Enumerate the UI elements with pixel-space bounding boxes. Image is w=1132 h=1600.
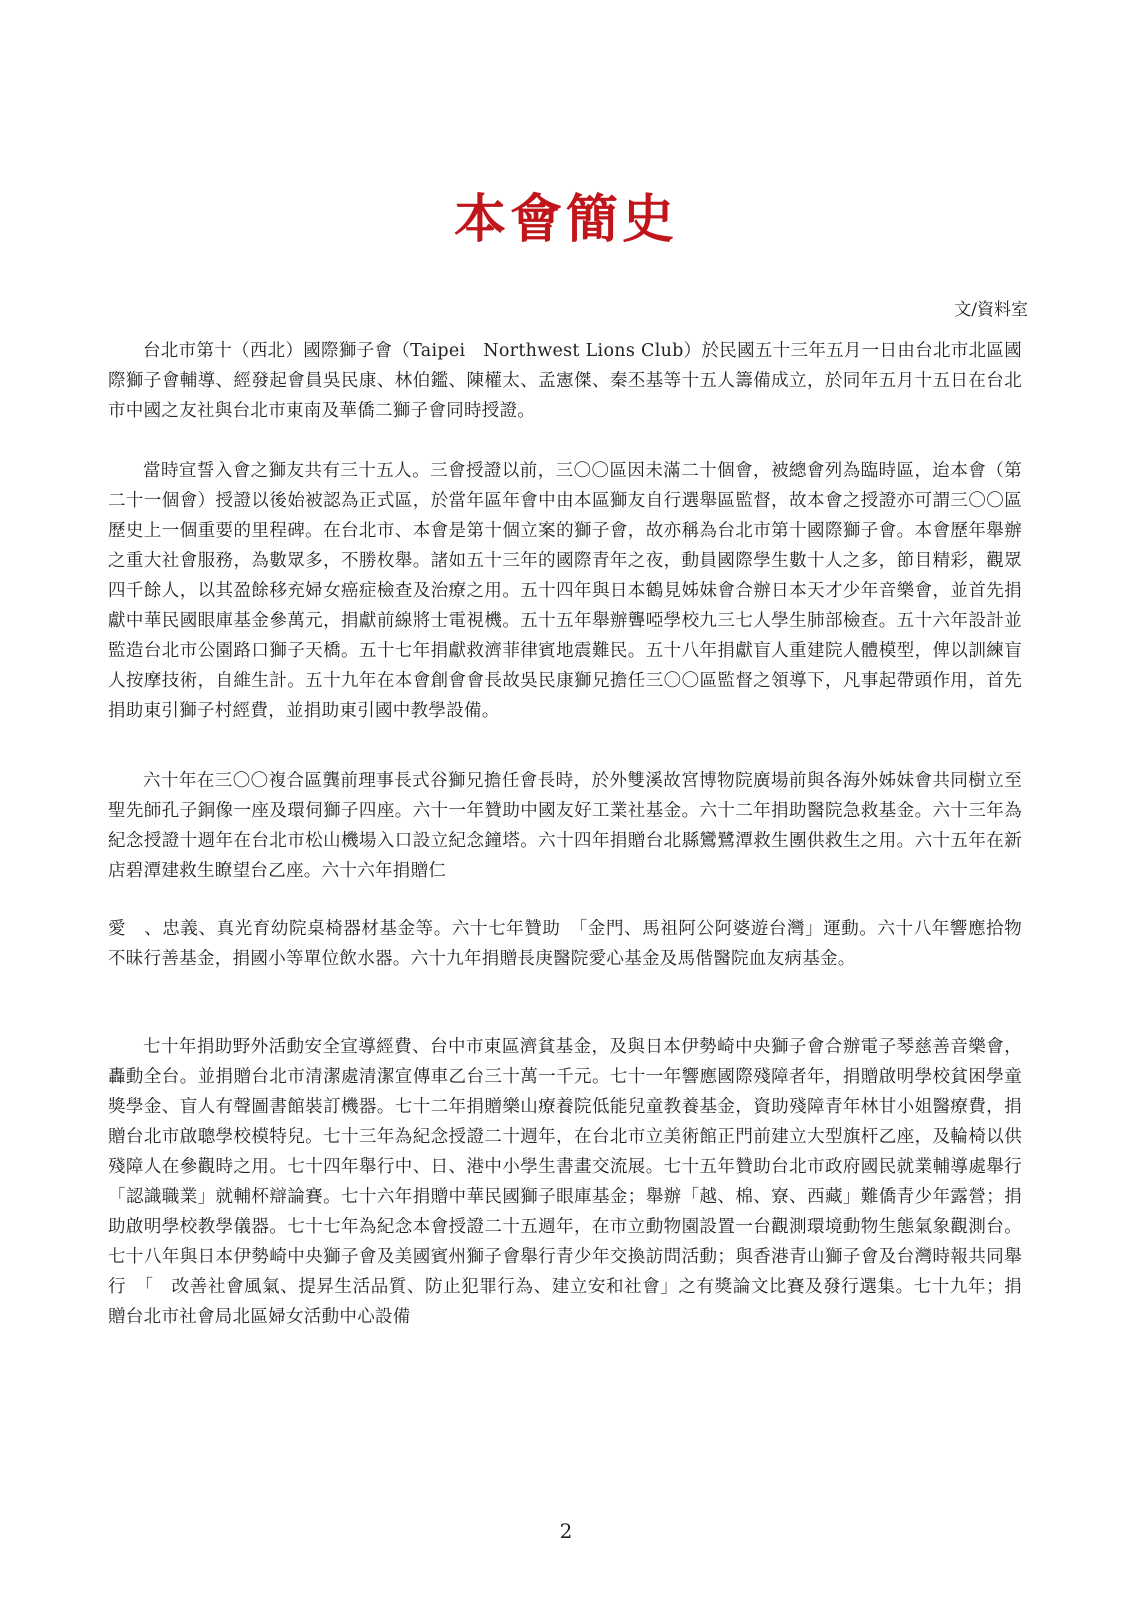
page-title: 本會簡史 <box>453 189 678 250</box>
paragraph-sixties: 六十年在三〇〇複合區龔前理事長式谷獅兄擔任會長時，於外雙溪故宮博物院廣場前與各海外姊妹會共同樹立至聖先師孔子銅像一座及環伺獅子四座。六十一年贊助中國友好工業社基金。六十二年捐助醫院急救基金。六十三年為紀念授證十週年在台北市松山機場入口設立紀念鐘塔。六十四年捐贈台北縣鸞鷺潭救生團供救生之用。六十五年在新店碧潭建救生瞭望台乙座。六十六年捐贈仁 <box>108 771 1022 881</box>
paragraph-founding: 台北市第十（西北）國際獅子會（Taipei Northwest Lions Club）於民國五十三年五月一日由台北市北區國際獅子會輔導、經發起會員吳民康、林伯鑑、陳權太、孟憲傑、秦丕基等十五人籌備成立，於同年五月十五日在台北市中國之友社與台北市東南及華僑二獅子會同時授證。 <box>108 341 1022 421</box>
author-byline: 文/資料室 <box>954 300 1028 320</box>
paragraph-seventies: 七十年捐助野外活動安全宣導經費、台中市東區濟貧基金，及與日本伊勢崎中央獅子會合辦電子琴慈善音樂會，轟動全台。並捐贈台北市清潔處清潔宣傳車乙台三十萬一千元。七十一年響應國際殘障者年，捐贈啟明學校貧困學童獎學金、盲人有聲圖書館裝訂機器。七十二年捐贈樂山療養院低能兒童教養基金，資助殘障青年林甘小姐醫療費，捐贈台北市啟聰學校模特兒。七十三年為紀念授證二十週年，在台北市立美術館正門前建立大型旗杆乙座，及輪椅以供殘障人在參觀時之用。七十四年舉行中、日、港中小學生書畫交流展。七十五年贊助台北市政府國民就業輔導處舉行「認識職業」就輔杯辯論賽。七十六年捐贈中華民國獅子眼庫基金；舉辦「越、棉、寮、西藏」難僑青少年露營；捐助啟明學校教學儀器。七十七年為紀念本會授證二十五週年，在市立動物園設置一台觀測環境動物生態氣象觀測台。七十八年與日本伊勢崎中央獅子會及美國賓州獅子會舉行青少年交換訪問活動；與香港青山獅子會及台灣時報共同舉行 「 改善社會風氣、提昇生活品質、防止犯罪行為、建立安和社會」之有獎論文比賽及發行選集。七十九年；捐贈台北市社會局北區婦女活動中心設備 <box>108 1037 1022 1327</box>
paragraph-sixties-continued: 愛 、忠義、真光育幼院桌椅器材基金等。六十七年贊助 「金門、馬祖阿公阿婆遊台灣」運動。六十八年響應拾物不昧行善基金，捐國小等單位飲水器。六十九年捐贈長庚醫院愛心基金及馬偕醫院血友病基金。 <box>108 919 1022 969</box>
page-number: 2 <box>559 1519 573 1543</box>
paragraph-early-history: 當時宣誓入會之獅友共有三十五人。三會授證以前，三〇〇區因未滿二十個會，被總會列為臨時區，迨本會（第二十一個會）授證以後始被認為正式區，於當年區年會中由本區獅友自行選舉區監督，故本會之授證亦可謂三〇〇區歷史上一個重要的里程碑。在台北市、本會是第十個立案的獅子會，故亦稱為台北市第十國際獅子會。本會歷年舉辦之重大社會服務，為數眾多，不勝枚舉。諸如五十三年的國際青年之夜，動員國際學生數十人之多，節目精彩，觀眾四千餘人，以其盈餘移充婦女癌症檢查及治療之用。五十四年與日本鶴見姊妹會合辦日本天才少年音樂會，並首先捐獻中華民國眼庫基金參萬元，捐獻前線將士電視機。五十五年舉辦聾啞學校九三七人學生肺部檢查。五十六年設計並監造台北市公園路口獅子天橋。五十七年捐獻救濟菲律賓地震難民。五十八年捐獻盲人重建院人體模型，俾以訓練盲人按摩技術，自維生計。五十九年在本會創會會長故吳民康獅兄擔任三〇〇區監督之領導下，凡事起帶頭作用，首先捐助東引獅子村經費，並捐助東引國中教學設備。 <box>108 461 1022 721</box>
